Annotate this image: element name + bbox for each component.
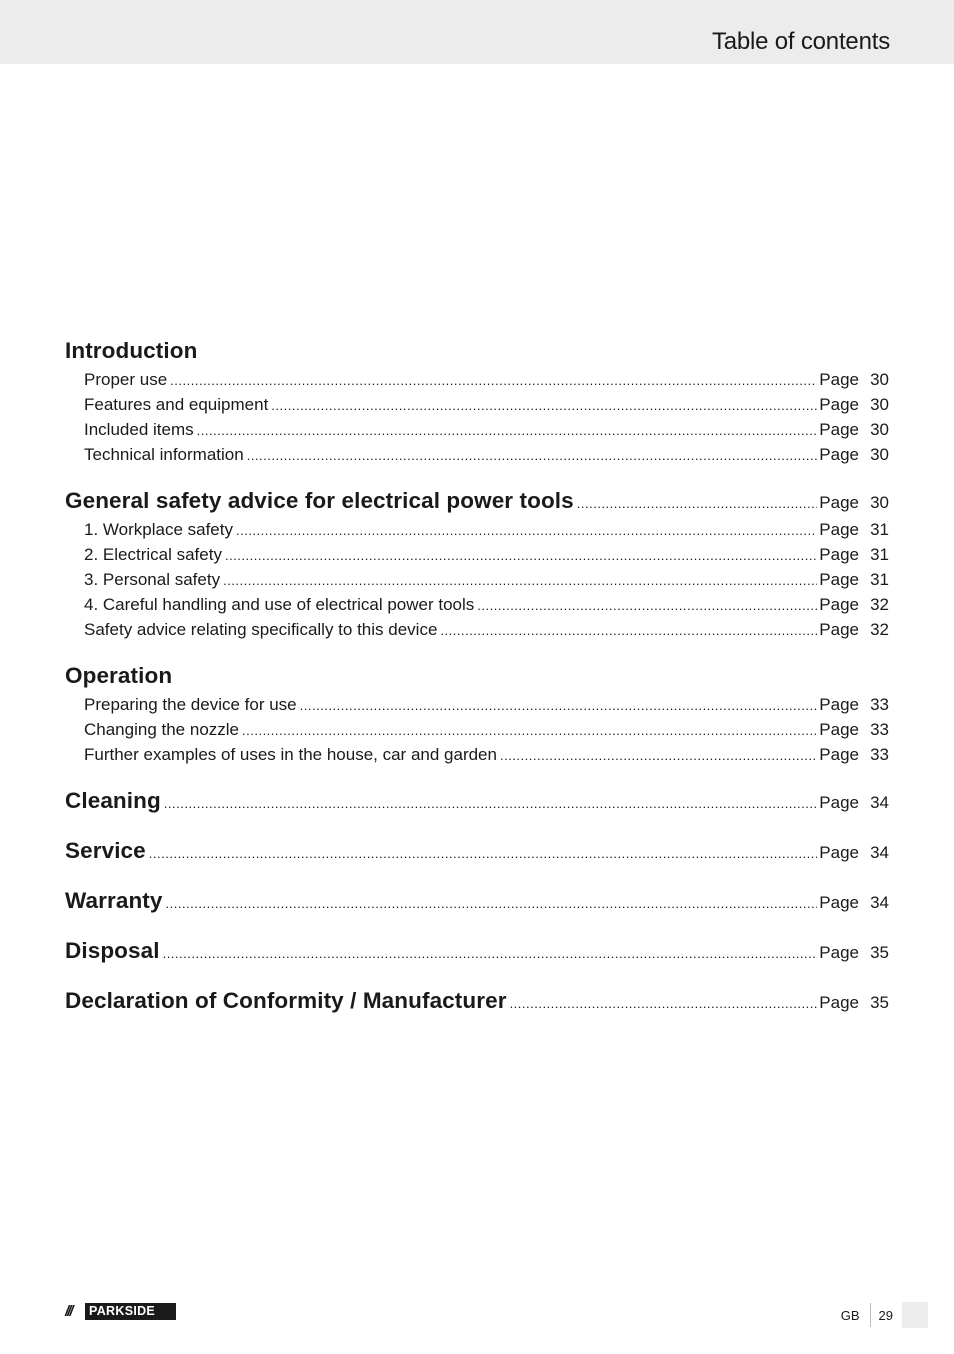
toc-entry-label: Preparing the device for use [84, 695, 297, 714]
toc-entry[interactable] [65, 717, 889, 742]
page-reference [819, 692, 889, 717]
corner-tab [902, 1302, 928, 1328]
page-number-ref: 30 [870, 445, 889, 464]
toc-heading: General safety advice for electrical power tools [65, 488, 574, 513]
toc-entry-label: Features and equipment [84, 395, 269, 414]
toc-entry[interactable] [65, 617, 889, 642]
page-word: Page [819, 695, 859, 714]
toc-heading: Disposal [65, 938, 160, 963]
dot-leader [510, 988, 818, 1020]
page-word: Page [819, 395, 859, 414]
toc-entry[interactable] [65, 567, 889, 592]
page-number-ref: 30 [870, 395, 889, 414]
toc-heading-row[interactable] [65, 785, 889, 817]
page-title: Table of contents [711, 28, 890, 55]
page-word: Page [819, 493, 859, 512]
toc-entry[interactable] [65, 692, 889, 717]
page-reference [819, 717, 889, 742]
page-word: Page [819, 793, 859, 812]
dot-leader [149, 838, 818, 870]
dot-leader [477, 593, 817, 618]
header-band [0, 0, 954, 64]
section-gap [65, 467, 889, 485]
page-reference [819, 517, 889, 542]
dot-leader [236, 518, 817, 543]
page-word: Page [819, 370, 859, 389]
page-reference [819, 617, 889, 642]
page-reference [819, 837, 889, 869]
dot-leader [242, 718, 817, 743]
toc-entry[interactable] [65, 592, 889, 617]
page-word: Page [819, 720, 859, 739]
toc-heading: Operation [65, 663, 173, 688]
page-reference [819, 787, 889, 819]
toc-heading-row[interactable] [65, 885, 889, 917]
page-reference [819, 742, 889, 767]
page-number-ref: 35 [870, 993, 889, 1012]
toc-heading: Service [65, 838, 146, 863]
section-gap [65, 642, 889, 660]
toc-heading: Introduction [65, 338, 198, 363]
toc-entry[interactable] [65, 742, 889, 767]
page-word: Page [819, 745, 859, 764]
page-word: Page [819, 595, 859, 614]
toc-section [65, 467, 889, 642]
toc-heading-row[interactable] [65, 335, 889, 367]
toc-entry[interactable] [65, 417, 889, 442]
page-number-ref: 34 [870, 793, 889, 812]
page-number-ref: 30 [870, 493, 889, 512]
page-number-ref: 32 [870, 620, 889, 639]
page-reference [819, 442, 889, 467]
toc-entry[interactable] [65, 367, 889, 392]
page-word: Page [819, 843, 859, 862]
logo-mark: /// [65, 1303, 72, 1320]
page-number-ref: 31 [870, 570, 889, 589]
toc-entry-label: 4. Careful handling and use of electrical power tools [84, 595, 475, 614]
section-gap [65, 767, 889, 785]
toc-section [65, 642, 889, 767]
dot-leader [440, 618, 817, 643]
dot-leader [271, 393, 817, 418]
page-number-ref: 30 [870, 420, 889, 439]
toc-entry-label: Proper use [84, 370, 168, 389]
toc-entry[interactable] [65, 442, 889, 467]
page-number-ref: 34 [870, 843, 889, 862]
toc-heading: Cleaning [65, 788, 161, 813]
footer-divider [870, 1303, 871, 1327]
toc-heading-row[interactable] [65, 835, 889, 867]
toc-section [65, 767, 889, 817]
dot-leader [223, 568, 817, 593]
toc-section [65, 335, 889, 467]
page-number-ref: 34 [870, 893, 889, 912]
toc-section [65, 917, 889, 967]
dot-leader [163, 938, 818, 970]
page-number: 29 [878, 1307, 893, 1323]
toc-heading-row[interactable] [65, 485, 889, 517]
toc-entry-label: Technical information [84, 445, 244, 464]
page-reference [819, 487, 889, 519]
toc-heading: Warranty [65, 888, 163, 913]
toc-heading-row[interactable] [65, 985, 889, 1017]
toc-entry-label: Safety advice relating specifically to this device [84, 620, 438, 639]
page-word: Page [819, 520, 859, 539]
page-reference [819, 567, 889, 592]
toc-heading: Declaration of Conformity / Manufacturer [65, 988, 507, 1013]
page-reference [819, 887, 889, 919]
toc-section [65, 817, 889, 867]
dot-leader [247, 443, 818, 468]
language-code: GB [840, 1307, 860, 1323]
toc-entry[interactable] [65, 542, 889, 567]
brand-logo [65, 1303, 176, 1320]
toc-entry-label: 2. Electrical safety [84, 545, 222, 564]
toc-entry[interactable] [65, 517, 889, 542]
page-word: Page [819, 943, 859, 962]
toc-entry-label: Included items [84, 420, 194, 439]
dot-leader [225, 543, 817, 568]
dot-leader [577, 488, 818, 520]
page-number-ref: 32 [870, 595, 889, 614]
dot-leader [500, 743, 817, 768]
toc-heading-row[interactable] [65, 660, 889, 692]
page-number-ref: 31 [870, 545, 889, 564]
toc-entry-label: Further examples of uses in the house, car and garden [84, 745, 497, 764]
page-word: Page [819, 620, 859, 639]
page-number-ref: 30 [870, 370, 889, 389]
page-reference [819, 987, 889, 1019]
page-word: Page [819, 445, 859, 464]
dot-leader [170, 368, 817, 393]
toc-entry-label: 1. Workplace safety [84, 520, 233, 539]
logo-text: PARKSIDE [85, 1303, 176, 1320]
page-reference [819, 367, 889, 392]
page-reference [819, 392, 889, 417]
page-word: Page [819, 545, 859, 564]
table-of-contents [65, 335, 889, 1017]
dot-leader [300, 693, 818, 718]
page-number-ref: 33 [870, 745, 889, 764]
toc-section [65, 867, 889, 917]
page-number-ref: 33 [870, 695, 889, 714]
page-reference [819, 542, 889, 567]
toc-entry-label: Changing the nozzle [84, 720, 240, 739]
toc-section [65, 967, 889, 1017]
page-word: Page [819, 420, 859, 439]
dot-leader [166, 888, 818, 920]
dot-leader [197, 418, 818, 443]
page-number-ref: 33 [870, 720, 889, 739]
page-reference [819, 937, 889, 969]
page-word: Page [819, 893, 859, 912]
dot-leader [164, 788, 817, 820]
toc-entry-label: 3. Personal safety [84, 570, 221, 589]
page-word: Page [819, 570, 859, 589]
page-footer [841, 1302, 928, 1328]
toc-entry[interactable] [65, 392, 889, 417]
page-number-ref: 31 [870, 520, 889, 539]
page-reference [819, 592, 889, 617]
page-number-ref: 35 [870, 943, 889, 962]
toc-heading-row[interactable] [65, 935, 889, 967]
page-reference [819, 417, 889, 442]
page-word: Page [819, 993, 859, 1012]
